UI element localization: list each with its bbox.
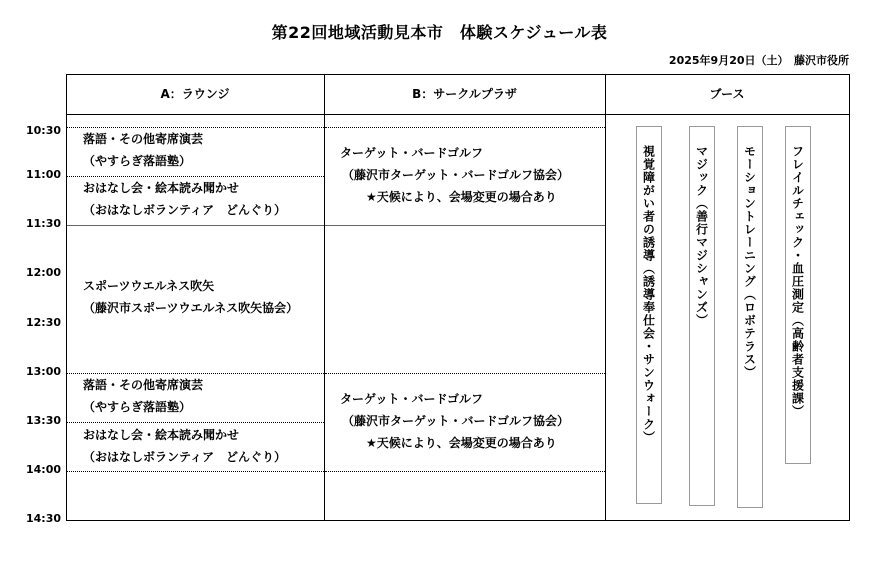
time-label: 14:30: [26, 512, 62, 525]
lounge-event: [83, 424, 286, 468]
time-label: 12:00: [26, 266, 62, 279]
plaza-event: [340, 388, 569, 454]
booth-label: フレイルチェック・血圧測定（高齢者支援課）: [790, 145, 805, 418]
time-label: 13:30: [26, 414, 62, 427]
event-name: ターゲット・バードゴルフ: [340, 392, 484, 406]
time-label: 12:30: [26, 316, 62, 329]
event-org: （おはなしボランティア どんぐり）: [83, 203, 287, 217]
event-name: ターゲット・バードゴルフ: [340, 146, 484, 160]
event-org: （おはなしボランティア どんぐり）: [83, 450, 287, 464]
grid-line: [605, 74, 606, 521]
booth-card: [636, 126, 662, 504]
event-note: ★天候により、会場変更の場合あり: [366, 436, 557, 450]
booth-card: [785, 126, 811, 464]
event-org: （藤沢市ターゲット・バードゴルフ協会）: [342, 414, 570, 428]
time-label: 11:30: [26, 217, 62, 230]
event-name: おはなし会・絵本読み聞かせ: [83, 181, 240, 195]
column-header-booth: ブース: [709, 87, 745, 101]
slot-divider: [325, 471, 605, 472]
time-label: 11:00: [26, 168, 62, 181]
event-org: （やすらぎ落語塾）: [83, 154, 192, 168]
booth-card: [689, 126, 715, 506]
grid-line: [66, 74, 67, 521]
slot-divider: [325, 225, 605, 226]
event-note: ★天候により、会場変更の場合あり: [366, 190, 557, 204]
slot-divider: [67, 225, 324, 226]
grid-line: [849, 74, 850, 521]
booth-label: 視覚障がい者の誘導（誘導奉仕会・サンウォーク）: [641, 145, 656, 444]
event-org: （藤沢市ターゲット・バードゴルフ協会）: [342, 168, 570, 182]
event-name: 落語・その他寄席演芸: [83, 132, 204, 146]
event-org: （藤沢市スポーツウエルネス吹矢協会）: [83, 301, 299, 315]
grid-line: [66, 520, 849, 521]
event-name: おはなし会・絵本読み聞かせ: [83, 428, 240, 442]
slot-divider: [67, 471, 324, 472]
booth-label: モーショントレーニング（ロボテラス）: [742, 145, 757, 379]
slot-divider: [67, 422, 324, 423]
booth-card: [737, 126, 763, 508]
grid-line: [324, 74, 325, 521]
time-label: 13:00: [26, 365, 62, 378]
event-name: 落語・その他寄席演芸: [83, 378, 204, 392]
slot-divider: [325, 373, 605, 374]
plaza-event: [340, 142, 569, 208]
slot-divider: [325, 127, 605, 128]
time-label: 10:30: [26, 124, 62, 137]
page-title: 第22回地域活動見本市 体験スケジュール表: [271, 23, 608, 42]
lounge-event: [83, 128, 203, 172]
time-label: 14:00: [26, 463, 62, 476]
date-venue: 2025年9月20日（土） 藤沢市役所: [668, 54, 849, 67]
grid-line: [66, 114, 849, 115]
booth-label: マジック（善行マジシャンズ）: [694, 145, 709, 327]
column-header-plaza: B：サークルプラザ: [412, 87, 517, 101]
event-org: （やすらぎ落語塾）: [83, 400, 192, 414]
lounge-event: [83, 275, 298, 319]
lounge-event: [83, 177, 286, 221]
column-header-lounge: A：ラウンジ: [160, 87, 230, 101]
event-name: スポーツウエルネス吹矢: [83, 279, 215, 293]
lounge-event: [83, 374, 203, 418]
